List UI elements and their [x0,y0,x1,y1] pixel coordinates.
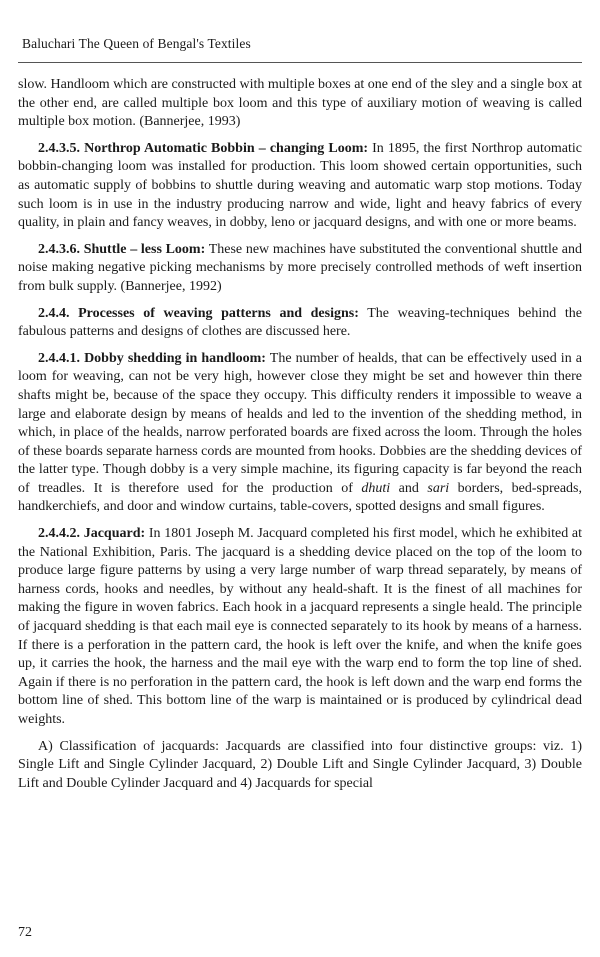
section-2-4-3-6 [18,241,582,297]
paragraph-text: borders, bed-spreads, handkerchiefs, and door and window curtains, table-covers, spotted designs and small figures. [18,480,582,515]
section-heading: 2.4.3.5. Northrop Automatic Bobbin – changing Loom: [38,140,369,156]
paragraph-text: In 1801 Joseph M. Jacquard completed his first model, which he exhibited at the National Exhibition, Paris. The jacquard is a shedding device placed on the top of the loom to produce large figure patterns by using a very large number of warp thread separately, by means of harness cords, hooks and needles, by without any heald-shaft. It is the finest of all machines for making the figure in woven fabrics. Each hook in a jacquard represents a single heald. The principle of jacquard shedding is that each mail eye is connected separately to its hook by means of a harness. If there is a perforation in the pattern card, the hook is left over the knife, and when the knife goes up, it carries the hook, the harness and the mail eye with the warp end to form the top line of shed. Again if there is no perforation in the pattern card, the hook is left down and the warp end forms the bottom line of shed. This bottom line of the warp is maintained or is produced by cylindrical dead weights. [18,526,583,727]
jacquard-classification [18,738,582,794]
section-2-4-4-2 [18,525,582,730]
section-heading: 2.4.4.2. Jacquard: [38,526,146,542]
running-head: Baluchari The Queen of Bengal's Textiles [22,36,251,51]
section-heading: 2.4.4. Processes of weaving patterns and designs: [38,305,359,321]
paragraph-text: A) Classification of jacquards: Jacquards are classified into four distinctive groups: viz. 1) Single Lift and Single Cylinder Jacquard, 2) Double Lift and Single Cylinder Jacquard, 3) Double Lift and Double Cylinder Jacquard and 4) Jacquards for special [18,738,582,791]
italic-term-sari: sari [427,480,450,496]
paragraph-text: The number of healds, that can be effectively used in a loom for weaving, can not be very high, however close they might be set and however thin there shafts might be, because of the space they occupy. This difficulty renders it impossible to weave a large and elaborate design by means of healds and led to the invention of the shedding method, in which, in place of the healds, narrow perforated boards are fixed across the loom. Through the holes of these boards separate harness cords are mounted from hooks. Dobbies are the shedding devices of the latter type. Though dobby is a very simple machine, its figuring capacity is far beyond the reach of treadles. It is therefore used for the production of [18,350,582,496]
header-rule [18,62,582,63]
page-body [18,76,582,801]
page-number: 72 [18,925,32,940]
section-heading: 2.4.4.1. Dobby shedding in handloom: [38,350,266,366]
paragraph-text: and [390,480,428,496]
section-2-4-3-5 [18,140,582,233]
section-heading: 2.4.3.6. Shuttle – less Loom: [38,241,206,257]
italic-term-dhuti: dhuti [361,480,391,496]
section-2-4-4 [18,305,582,342]
paragraph-text: slow. Handloom which are constructed with multiple boxes at one end of the sley and a single box at the other end, are called multiple box loom and this type of auxiliary motion of weaving is called multiple box motion. (Bannerjee, 1993) [18,77,583,130]
section-2-4-4-1 [18,350,582,517]
paragraph-continuation [18,76,582,132]
paragraph-text: In 1895, the first Northrop automatic bobbin-changing loom was installed for production. This loom showed certain opportunities, such as automatic supply of bobbins to shuttle during weaving and automatic warp stop motions. Today such loom is in use in the industry producing narrow and wide, light and heavy fabrics of every quality, in plain and fancy weaves, in dobby, leno or jacquard designs, and with one or more beams. [18,140,582,231]
paragraph-text: These new machines have substituted the conventional shuttle and noise making negative picking mechanisms by more precisely controlled methods of weft insertion from bulk supply. (Bannerjee, 1992) [18,241,582,294]
paragraph-text: The weaving-techniques behind the fabulous patterns and designs of clothes are discussed here. [18,305,582,340]
